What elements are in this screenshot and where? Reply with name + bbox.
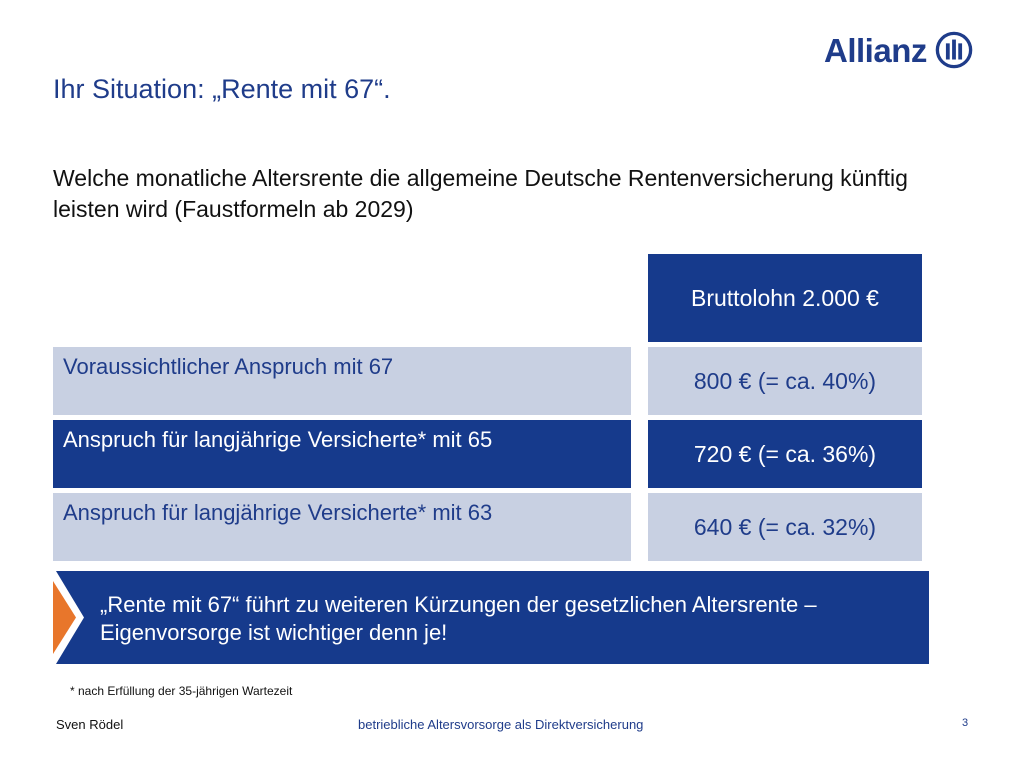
callout-box (53, 571, 929, 664)
subtitle: Welche monatliche Altersrente die allgemeine Deutsche Rentenversicherung künftig leisten wird (Faustformeln ab 2029) (53, 165, 908, 222)
table-row-value-65: 720 € (= ca. 36%) (648, 420, 922, 488)
allianz-logo-icon (935, 31, 973, 69)
table-row-value-67: 800 € (= ca. 40%) (648, 347, 922, 415)
page-title: Ihr Situation: „Rente mit 67“. (53, 74, 391, 104)
table-row-label-65: Anspruch für langjährige Versicherte* mit 65 (53, 420, 631, 488)
table-row-label-67: Voraussichtlicher Anspruch mit 67 (53, 347, 631, 415)
footer-author: Sven Rödel (56, 717, 124, 732)
footer-topic: betriebliche Altersvorsorge als Direktversicherung (358, 717, 644, 732)
arrow-chevron-icon (53, 571, 87, 664)
allianz-logo (824, 28, 973, 72)
footer-page-number: 3 (962, 717, 969, 729)
table-column-header: Bruttolohn 2.000 € (648, 254, 922, 342)
logo-wordmark: Allianz (824, 31, 927, 69)
table-row-value-63: 640 € (= ca. 32%) (648, 493, 922, 561)
callout-text: „Rente mit 67“ führt zu weiteren Kürzungen der gesetzlichen Altersrente – Eigenvorsorge ist wichtiger denn je! (100, 592, 817, 645)
footnote: * nach Erfüllung der 35-jährigen Wartezeit (70, 684, 293, 698)
table-row-label-63: Anspruch für langjährige Versicherte* mit 63 (53, 493, 631, 561)
